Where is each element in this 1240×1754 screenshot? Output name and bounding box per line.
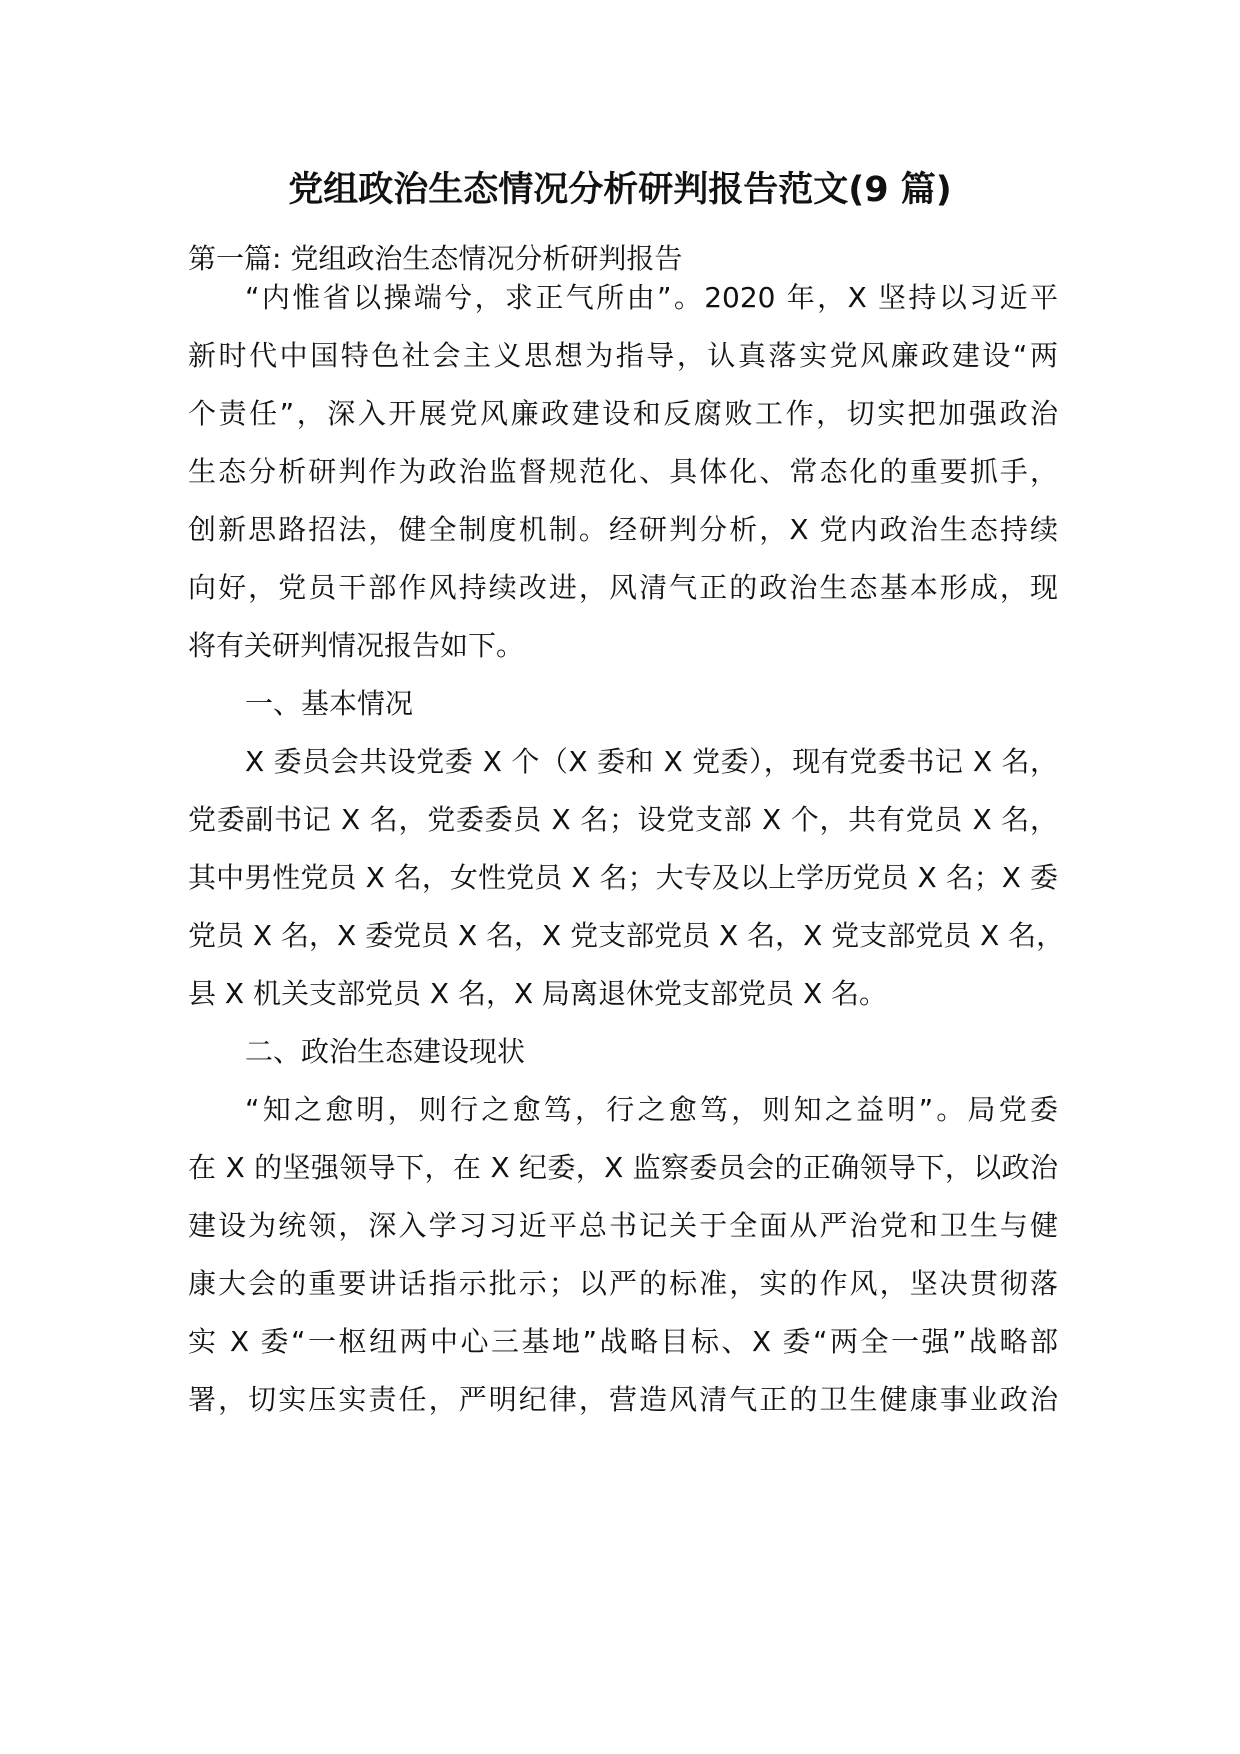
document-title: 党组政治生态情况分析研判报告范文(9 篇) [288, 170, 952, 210]
paragraph-3-line: 实 X 委“一枢纽两中心三基地”战略目标、X 委“两全一强”战略部 [188, 1325, 1058, 1358]
paragraph-3-line: “知之愈明，则行之愈笃，行之愈笃，则知之益明”。局党委 [245, 1093, 1058, 1126]
paragraph-1-line: 个责任”，深入开展党风廉政建设和反腐败工作，切实把加强政治 [188, 397, 1058, 430]
paragraph-1-line: 创新思路招法，健全制度机制。经研判分析，X 党内政治生态持续 [188, 513, 1058, 546]
paragraph-1-line: 将有关研判情况报告如下。 [188, 629, 525, 662]
paragraph-2-line: X 委员会共设党委 X 个（X 委和 X 党委），现有党委书记 X 名， [245, 745, 1058, 778]
paragraph-3-line: 建设为统领，深入学习习近平总书记关于全面从严治党和卫生与健 [188, 1209, 1058, 1242]
section-heading-basic: 一、基本情况 [245, 687, 414, 720]
paragraph-2-line: 其中男性党员 X 名，女性党员 X 名；大专及以上学历党员 X 名；X 委 [188, 861, 1058, 894]
chapter-subtitle: 第一篇: 党组政治生态情况分析研判报告 [188, 242, 683, 275]
paragraph-3-line: 署，切实压实责任，严明纪律，营造风清气正的卫生健康事业政治 [188, 1383, 1058, 1416]
paragraph-1-line: 向好，党员干部作风持续改进，风清气正的政治生态基本形成，现 [188, 571, 1058, 604]
paragraph-1-line: 生态分析研判作为政治监督规范化、具体化、常态化的重要抓手， [188, 455, 1058, 488]
paragraph-1-line: “内惟省以操端兮，求正气所由”。2020 年，X 坚持以习近平 [245, 281, 1058, 314]
paragraph-3-line: 康大会的重要讲话指示批示；以严的标准，实的作风，坚决贯彻落 [188, 1267, 1058, 1300]
paragraph-2-line: 县 X 机关支部党员 X 名，X 局离退休党支部党员 X 名。 [188, 977, 888, 1010]
paragraph-3-line: 在 X 的坚强领导下，在 X 纪委，X 监察委员会的正确领导下，以政治 [188, 1151, 1058, 1184]
paragraph-1-line: 新时代中国特色社会主义思想为指导，认真落实党风廉政建设“两 [188, 339, 1058, 372]
paragraph-2-line: 党员 X 名，X 委党员 X 名，X 党支部党员 X 名，X 党支部党员 X 名， [188, 919, 1065, 952]
paragraph-2-line: 党委副书记 X 名，党委委员 X 名；设党支部 X 个，共有党员 X 名， [188, 803, 1058, 836]
section-heading-status: 二、政治生态建设现状 [245, 1035, 526, 1068]
